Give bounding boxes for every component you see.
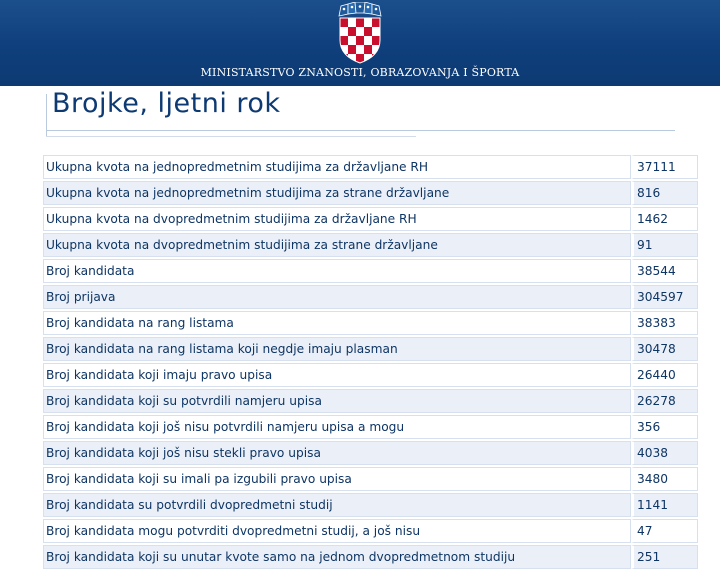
- table-row: [43, 311, 698, 335]
- row-label: Ukupna kvota na jednopredmetnim studijima za strane državljane: [43, 181, 631, 205]
- row-label: Ukupna kvota na dvopredmetnim studijima za strane državljane: [43, 233, 631, 257]
- table-row: [43, 285, 698, 309]
- page-title: Brojke, ljetni rok: [52, 88, 281, 119]
- title-underline-secondary: [46, 136, 416, 137]
- row-label: Broj kandidata: [43, 259, 631, 283]
- table-row: [43, 389, 698, 413]
- row-value: 304597: [631, 285, 698, 309]
- header-banner: [0, 0, 720, 86]
- row-label: Ukupna kvota na jednopredmetnim studijima za državljane RH: [43, 155, 631, 179]
- title-underline: [46, 130, 675, 131]
- row-label: Ukupna kvota na dvopredmetnim studijima za državljane RH: [43, 207, 631, 231]
- table-row: [43, 363, 698, 387]
- table-row: [43, 441, 698, 465]
- row-label: Broj kandidata na rang listama: [43, 311, 631, 335]
- statistics-table: [43, 153, 698, 571]
- row-label: Broj kandidata mogu potvrditi dvopredmetni studij, a još nisu: [43, 519, 631, 543]
- row-value: 91: [631, 233, 698, 257]
- table-row: [43, 259, 698, 283]
- row-label: Broj kandidata koji su imali pa izgubili pravo upisa: [43, 467, 631, 491]
- croatian-coat-of-arms-icon: [336, 2, 384, 64]
- row-value: 30478: [631, 337, 698, 361]
- table-row: [43, 155, 698, 179]
- table-row: [43, 181, 698, 205]
- table-row: [43, 467, 698, 491]
- table-row: [43, 207, 698, 231]
- row-value: 37111: [631, 155, 698, 179]
- row-label: Broj prijava: [43, 285, 631, 309]
- table-row: [43, 233, 698, 257]
- row-value: 356: [631, 415, 698, 439]
- row-value: 47: [631, 519, 698, 543]
- row-value: 816: [631, 181, 698, 205]
- table-row: [43, 337, 698, 361]
- row-value: 38544: [631, 259, 698, 283]
- row-label: Broj kandidata su potvrdili dvopredmetni studij: [43, 493, 631, 517]
- row-value: 251: [631, 545, 698, 569]
- row-label: Broj kandidata koji imaju pravo upisa: [43, 363, 631, 387]
- row-value: 4038: [631, 441, 698, 465]
- row-value: 26440: [631, 363, 698, 387]
- row-value: 3480: [631, 467, 698, 491]
- table-row: [43, 519, 698, 543]
- row-value: 38383: [631, 311, 698, 335]
- row-label: Broj kandidata koji još nisu stekli pravo upisa: [43, 441, 631, 465]
- row-value: 26278: [631, 389, 698, 413]
- row-label: Broj kandidata koji još nisu potvrdili namjeru upisa a mogu: [43, 415, 631, 439]
- table-row: [43, 415, 698, 439]
- table-row: [43, 545, 698, 569]
- row-label: Broj kandidata koji su potvrdili namjeru upisa: [43, 389, 631, 413]
- row-value: 1141: [631, 493, 698, 517]
- table-row: [43, 493, 698, 517]
- row-label: Broj kandidata koji su unutar kvote samo na jednom dvopredmetnom studiju: [43, 545, 631, 569]
- row-label: Broj kandidata na rang listama koji negdje imaju plasman: [43, 337, 631, 361]
- ministry-name: MINISTARSTVO ZNANOSTI, OBRAZOVANJA I ŠPORTA: [200, 66, 520, 79]
- row-value: 1462: [631, 207, 698, 231]
